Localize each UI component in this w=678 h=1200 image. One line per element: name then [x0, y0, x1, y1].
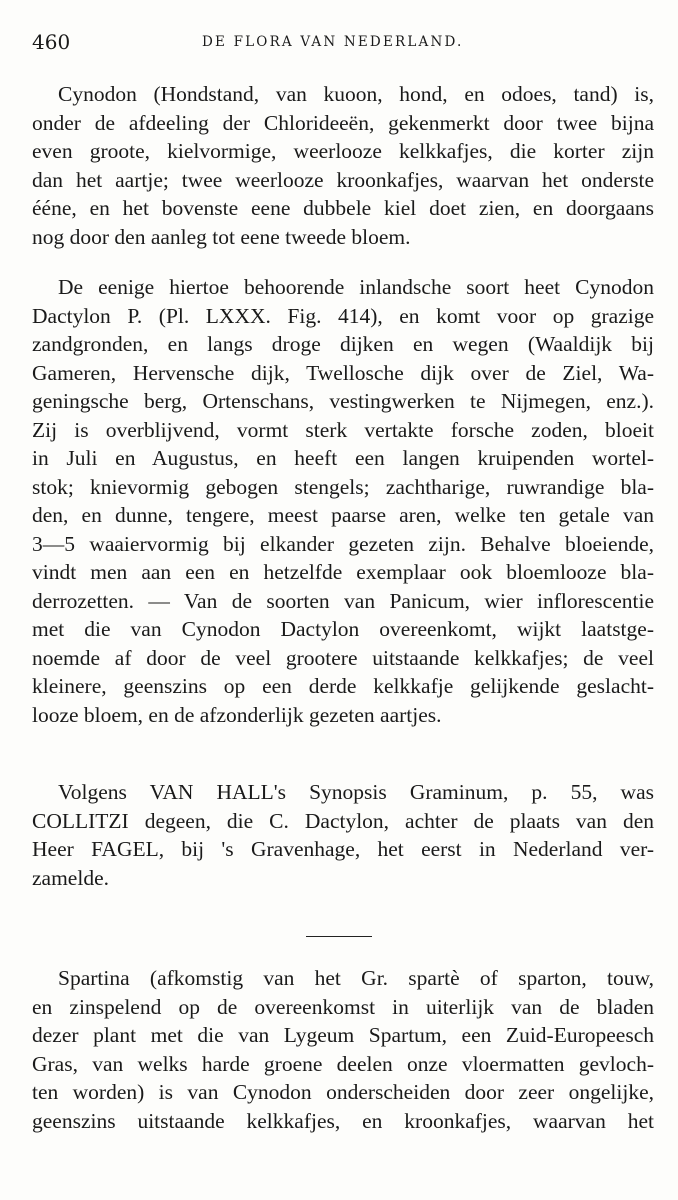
text-line: zandgronden, en langs droge dijken en wegen (Waaldijk bij	[32, 332, 654, 356]
text-line: zamelde.	[32, 865, 109, 890]
paragraph-cynodon-description	[32, 80, 654, 251]
text-line: nog door den aanleg tot eene tweede bloem.	[32, 224, 411, 249]
text-line: Volgens VAN HALL's Synopsis Graminum, p. 55, was	[58, 780, 654, 804]
text-line: éénе, en het bovenste eene dubbele kiel doet zien, en doorgaans	[32, 196, 654, 220]
text-line: geenszins uitstaande kelkkafjes, en kroonkafjes, waarvan het	[32, 1108, 654, 1133]
text-line: dezer plant met die van Lygeum Spartum, een Zuid-Europeesch	[32, 1023, 654, 1047]
text-line: vindt men aan een en hetzelfde exemplaar ook bloemlooze bla-	[32, 560, 654, 584]
text-line: noemde af door de veel grootere uitstaande kelkkafjes; de veel	[32, 645, 654, 670]
paragraph-van-hall-synopsis	[32, 778, 654, 892]
text-line: in Juli en Augustus, en heeft een langen kruipenden wortel-	[32, 446, 654, 470]
section-separator	[306, 936, 372, 937]
text-line: De eenige hiertoe behoorende inlandsche soort heet Cynodon	[58, 275, 654, 299]
text-line: ten worden) is van Cynodon onderscheiden door zeer ongelijke,	[32, 1080, 654, 1104]
text-line: even groote, kielvormige, weerlooze kelkkafjes, die korter zijn	[32, 139, 654, 163]
text-line: geningsche berg, Ortenschans, vestingwerken te Nijmegen, enz.).	[32, 389, 654, 413]
text-line: dan het aartje; twee weerlooze kroonkafjes, waarvan het onderste	[32, 167, 654, 192]
text-line: 3—5 waaiervormig bij elkander gezeten zijn. Behalve bloeiende,	[32, 531, 654, 556]
text-line: en zinspelend op de overeenkomst in uiterlijk van de bladen	[32, 994, 654, 1019]
text-line: kleinere, geenszins op een derde kelkkafje gelijkende geslacht-	[32, 674, 654, 698]
text-line: Cynodon (Hondstand, van kuoon, hond, en odoes, tand) is,	[58, 82, 654, 106]
text-line: onder de afdeeling der Chlorideeën, gekenmerkt door twee bijna	[32, 110, 654, 135]
text-line: stok; knievormig gebogen stengels; zachtharige, ruwrandige bla-	[32, 474, 654, 499]
text-line: derrozetten. — Van de soorten van Panicum, wier inflorescentie	[32, 588, 654, 613]
running-head	[32, 30, 646, 54]
page-number: 460	[32, 30, 71, 54]
text-line: COLLITZI degeen, die C. Dactylon, achter de plaats van den	[32, 808, 654, 833]
text-line: Heer FAGEL, bij 's Gravenhage, het eerst in Nederland ver-	[32, 837, 654, 861]
paragraph-cynodon-dactylon	[32, 273, 654, 729]
running-head-title: DE FLORA VAN NEDERLAND.	[202, 34, 464, 50]
paragraph-spartina-description	[32, 964, 654, 1135]
text-line: met die van Cynodon Dactylon overeenkomt, wijkt laatstge-	[32, 617, 654, 641]
text-line: Zij is overblijvend, vormt sterk vertakte forsche zoden, bloeit	[32, 417, 654, 442]
text-line: den, en dunne, tengere, meest paarse aren, welke ten getale van	[32, 503, 654, 527]
text-line: looze bloem, en de afzonderlijk gezeten aartjes.	[32, 702, 442, 727]
text-line: Gameren, Hervensche dijk, Twellosche dijk over de Ziel, Wa-	[32, 360, 654, 385]
text-line: Spartina (afkomstig van het Gr. spartè of sparton, touw,	[58, 966, 654, 990]
text-line: Dactylon P. (Pl. LXXX. Fig. 414), en komt voor op grazige	[32, 303, 654, 328]
text-line: Gras, van welks harde groene deelen onze vloermatten gevloch-	[32, 1051, 654, 1076]
